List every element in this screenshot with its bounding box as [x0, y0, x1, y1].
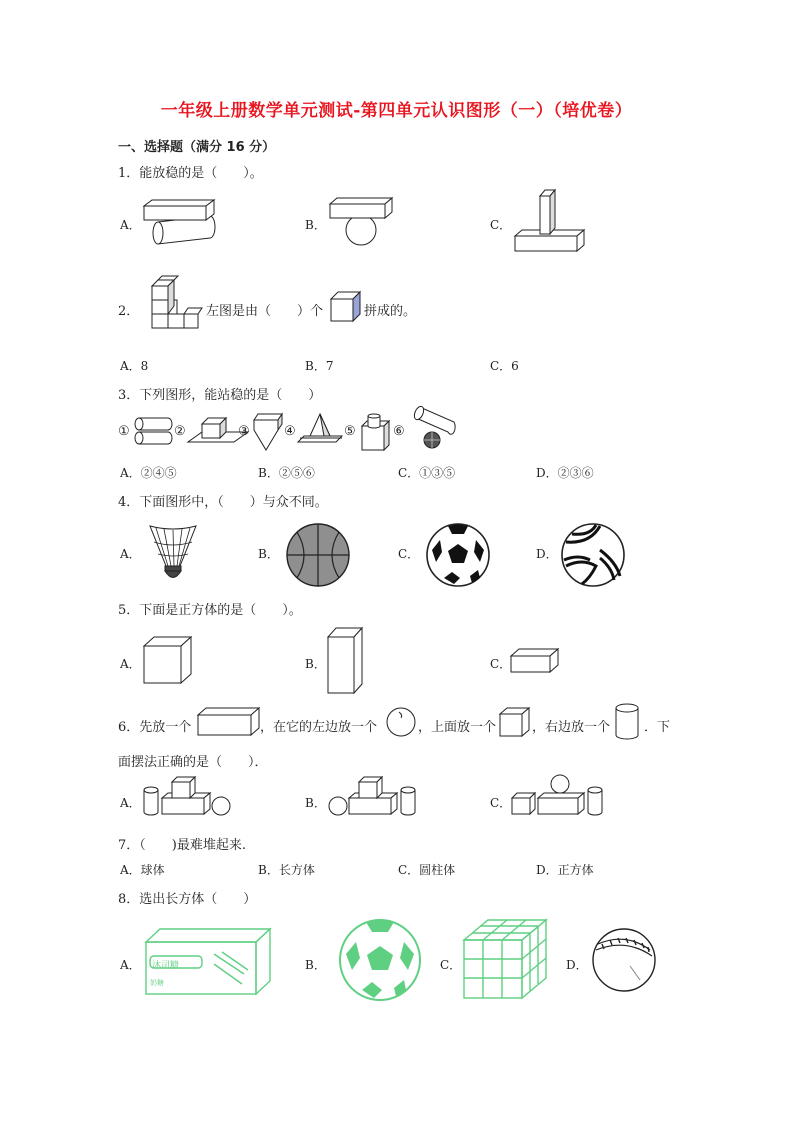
- q8-option-d-label[interactable]: D．: [566, 958, 588, 972]
- q3-option-c[interactable]: C．①③⑤: [398, 466, 456, 480]
- q7-option-b[interactable]: B．长方体: [258, 863, 315, 877]
- q3-marker-4: ④: [284, 424, 296, 439]
- question-7-stem: 7．（ )最难堆起来.: [118, 838, 246, 853]
- q3-marker-1: ①: [118, 424, 130, 439]
- section-heading: 一、选择题（满分 16 分）: [118, 140, 276, 155]
- q4-option-b-label[interactable]: B．: [258, 547, 279, 561]
- q2-option-a[interactable]: A．8: [120, 359, 149, 373]
- q6-long-box-figure: [197, 707, 261, 737]
- q4-basketball-icon[interactable]: [285, 522, 351, 588]
- q7-option-d[interactable]: D．正方体: [536, 863, 594, 877]
- q5-option-b-tall-box[interactable]: [327, 627, 365, 695]
- q3-shape-4-cone-on-slab: [298, 412, 344, 446]
- question-1-stem: 1．能放稳的是（ ）。: [118, 166, 263, 181]
- q3-option-b[interactable]: B．②⑤⑥: [258, 466, 315, 480]
- q3-shape-1-cylinders: [134, 416, 174, 446]
- q7-option-c[interactable]: C．圆柱体: [398, 863, 456, 877]
- question-2-text: 左图是由（ ）个: [206, 304, 324, 319]
- q6-option-b-label[interactable]: B．: [305, 796, 326, 810]
- q1-option-c-shape[interactable]: [515, 188, 585, 253]
- q5-option-b-label[interactable]: B．: [305, 657, 326, 671]
- question-6-part-2: ，在它的左边放一个: [260, 720, 378, 735]
- question-2-text-end: 拼成的。: [364, 304, 417, 319]
- q5-option-a-label[interactable]: A．: [120, 657, 141, 671]
- q8-box-sub-text: 奶糖: [150, 979, 164, 987]
- q6-option-a-label[interactable]: A．: [120, 796, 141, 810]
- question-6-part-3: ，上面放一个: [418, 720, 497, 735]
- q6-option-c-label[interactable]: C．: [490, 796, 512, 810]
- q7-option-a[interactable]: A．球体: [120, 863, 165, 877]
- q3-marker-3: ③: [238, 424, 250, 439]
- q4-volleyball-icon[interactable]: [560, 522, 626, 588]
- q1-option-b-label[interactable]: B．: [305, 218, 326, 232]
- question-8-stem: 8．选出长方体（ ）: [118, 892, 257, 907]
- question-6-part-1: 6．先放一个: [118, 720, 192, 735]
- q4-shuttlecock-icon[interactable]: [148, 524, 198, 584]
- q4-soccer-ball-icon[interactable]: [424, 522, 492, 588]
- q4-option-c-label[interactable]: C．: [398, 547, 420, 561]
- q2-option-b[interactable]: B．7: [305, 359, 334, 373]
- question-6-line-2: 面摆法正确的是（ ）．: [118, 755, 268, 770]
- q3-marker-6: ⑥: [393, 424, 405, 439]
- q6-option-c-arrangement[interactable]: [510, 774, 606, 816]
- q6-cube-figure: [499, 707, 531, 737]
- q3-option-a[interactable]: A．②④⑤: [120, 466, 177, 480]
- q3-marker-2: ②: [174, 424, 186, 439]
- q1-option-c-label[interactable]: C．: [490, 218, 512, 232]
- q1-option-b-shape[interactable]: [330, 198, 395, 246]
- q8-option-d-ball[interactable]: [590, 926, 658, 994]
- question-3-stem: 3．下列图形，能站稳的是（ ）: [118, 388, 322, 403]
- question-6-part-4: ，右边放一个: [532, 720, 611, 735]
- q6-ball-figure: [385, 706, 417, 738]
- q8-option-c-label[interactable]: C．: [440, 958, 462, 972]
- q1-option-a-label[interactable]: A．: [120, 218, 141, 232]
- question-6-part-5: ．下: [644, 720, 671, 735]
- q8-option-b-soccer-ball[interactable]: [336, 918, 424, 1002]
- q5-option-c-label[interactable]: C．: [490, 657, 512, 671]
- page-title: 一年级上册数学单元测试-第四单元认识图形（一）（培优卷）: [160, 101, 633, 121]
- q4-option-d-label[interactable]: D．: [536, 547, 558, 561]
- q6-option-b-arrangement[interactable]: [327, 776, 417, 816]
- q5-option-a-cube[interactable]: [143, 636, 193, 684]
- q2-unit-cube-figure: [330, 291, 362, 323]
- q8-option-b-label[interactable]: B．: [305, 958, 326, 972]
- q1-option-a-shape[interactable]: [144, 198, 219, 246]
- q4-option-a-label[interactable]: A．: [120, 547, 141, 561]
- question-5-stem: 5．下面是正方体的是（ ）。: [118, 603, 302, 618]
- q3-shape-6-tube-on-ball: [408, 410, 458, 450]
- q5-option-c-flat-box[interactable]: [510, 648, 560, 674]
- question-2-number: 2．: [118, 304, 140, 319]
- question-4-stem: 4．下面图形中，（ ）与众不同。: [118, 495, 328, 510]
- q6-cylinder-figure: [614, 703, 640, 741]
- q3-option-d[interactable]: D．②③⑥: [536, 466, 594, 480]
- q3-marker-5: ⑤: [344, 424, 356, 439]
- q6-option-a-arrangement[interactable]: [142, 776, 232, 816]
- q8-option-a-label[interactable]: A．: [120, 958, 141, 972]
- q3-shape-3-inverted-cone-block: [252, 412, 284, 452]
- q8-box-brand-text: 沐司糖: [152, 961, 180, 971]
- q2-option-c[interactable]: C．6: [490, 359, 519, 373]
- q3-shape-5-cylinder-on-cube: [360, 412, 392, 452]
- q8-option-c-rubiks-cube[interactable]: [462, 918, 550, 1002]
- q2-stacked-cubes-figure: [150, 276, 200, 341]
